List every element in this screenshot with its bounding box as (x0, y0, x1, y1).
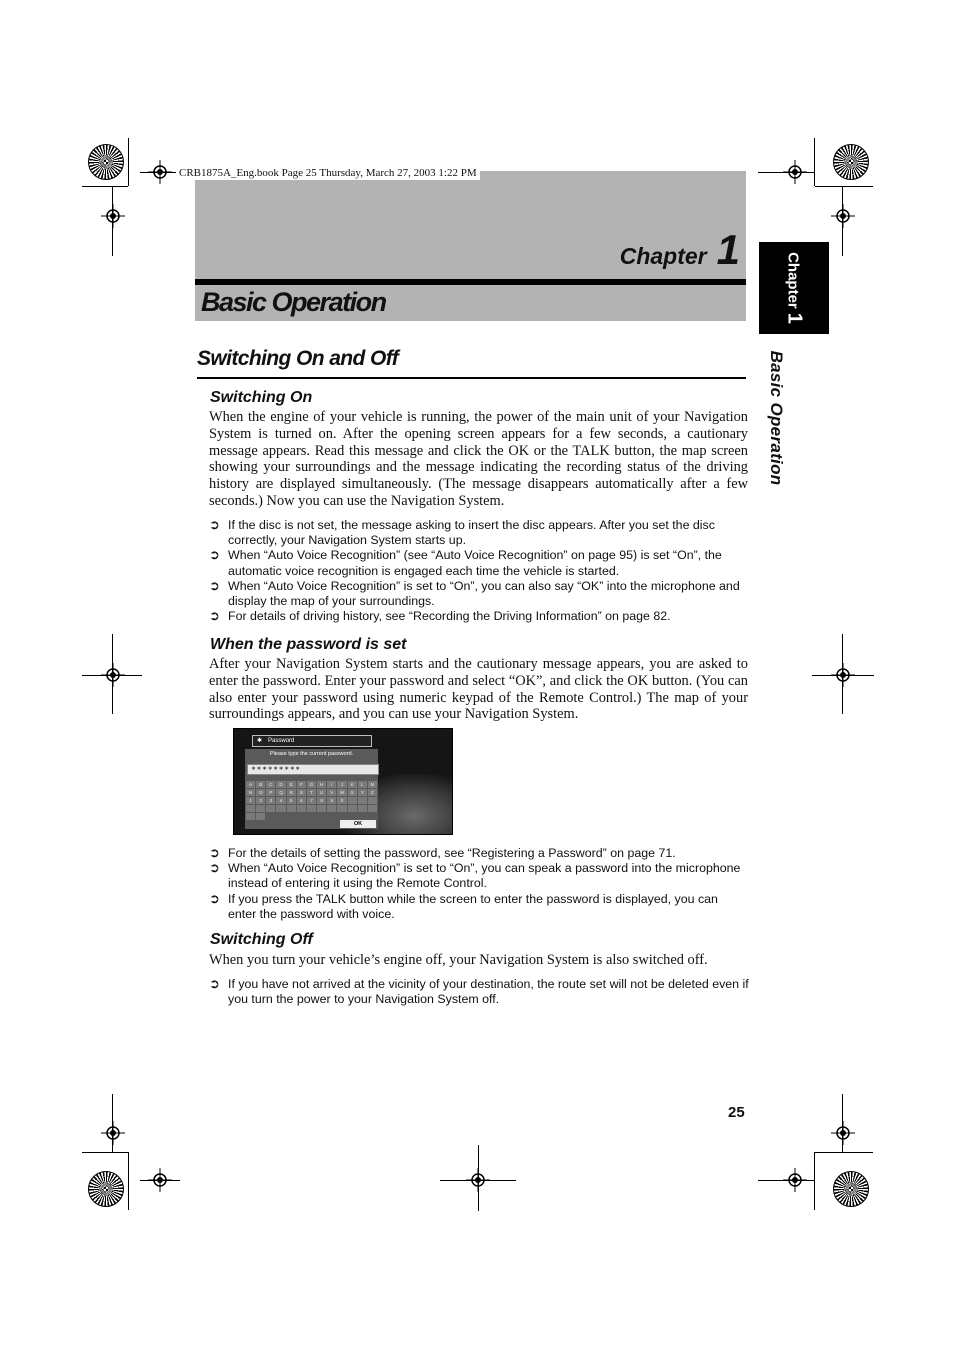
note-text: For the details of setting the password, see “Registering a Password” on page 71. (228, 846, 676, 860)
keypad-key[interactable]: B (256, 781, 265, 788)
arrow-icon: ➲ (209, 608, 220, 624)
keypad-key[interactable]: V (327, 789, 336, 796)
notes-switching-on (209, 518, 749, 624)
password-field[interactable]: ∗∗∗∗∗∗∗∗∗ (247, 764, 379, 775)
keypad-key[interactable]: Y (358, 789, 367, 796)
keypad-key[interactable]: 4 (276, 797, 285, 804)
keypad-key[interactable]: 1 (246, 797, 255, 804)
keypad-key[interactable] (327, 805, 336, 812)
keypad-key[interactable]: 2 (256, 797, 265, 804)
password-icon: ✱ (257, 738, 263, 744)
keypad-key[interactable]: R (287, 789, 296, 796)
keypad-key[interactable] (348, 805, 357, 812)
crop-line (112, 1094, 113, 1152)
keypad-key[interactable] (246, 813, 255, 820)
print-header: CRB1875A_Eng.book Page 25 Thursday, March 27, 2003 1:22 PM (176, 166, 480, 180)
keypad-key[interactable]: E (287, 781, 296, 788)
screen-title-bar (252, 735, 372, 747)
keypad-key[interactable]: X (348, 789, 357, 796)
crop-line (814, 1152, 815, 1210)
keypad-key[interactable]: 9 (327, 797, 336, 804)
keypad-key[interactable]: U (317, 789, 326, 796)
arrow-icon: ➲ (209, 547, 220, 563)
keypad-key[interactable] (368, 805, 377, 812)
chapter-number: 1 (716, 226, 740, 273)
note-item (209, 579, 749, 609)
notes-password (209, 846, 749, 922)
password-screen-image (233, 728, 453, 835)
note-text: When “Auto Voice Recognition” is set to “On”, you can also say “OK” into the microphone and display the map of your surroundings. (228, 578, 740, 609)
note-item (209, 861, 749, 891)
keypad-key[interactable] (348, 797, 357, 804)
color-target-icon (833, 144, 869, 180)
crop-line (128, 1152, 129, 1210)
keypad-key[interactable] (266, 805, 275, 812)
crop-line (82, 186, 128, 187)
arrow-icon: ➲ (209, 890, 220, 906)
keypad-key[interactable]: M (368, 781, 377, 788)
side-tab-word: Chapter (784, 252, 802, 309)
crop-line (82, 675, 142, 676)
color-target-icon (833, 1171, 869, 1207)
note-item (209, 609, 749, 624)
note-text: When “Auto Voice Recognition” is set to “On”, you can speak a password into the microphone instead of entering it using the Remote Control. (228, 861, 741, 891)
keypad-key[interactable]: 8 (317, 797, 326, 804)
page-number: 25 (728, 1104, 745, 1121)
keypad-key[interactable]: 0 (337, 797, 346, 804)
keypad-key[interactable]: H (317, 781, 326, 788)
crop-line (478, 1145, 479, 1211)
color-target-icon (88, 144, 124, 180)
keypad-key[interactable]: D (276, 781, 285, 788)
keypad-key[interactable]: W (337, 789, 346, 796)
crop-line (815, 1152, 873, 1153)
keypad-key[interactable]: Q (276, 789, 285, 796)
note-text: If the disc is not set, the message asking to insert the disc appears. After you set the disc correctly, your Navigation System starts up. (228, 518, 715, 548)
page-title: Basic Operation (201, 287, 386, 317)
registration-mark-icon (101, 1121, 125, 1145)
keypad-key[interactable] (276, 805, 285, 812)
note-text: If you press the TALK button while the screen to enter the password is displayed, you can enter the password with voice. (228, 891, 718, 921)
registration-mark-icon (831, 1121, 855, 1145)
keypad-key[interactable]: P (266, 789, 275, 796)
arrow-icon: ➲ (209, 577, 220, 593)
crop-line (140, 1180, 180, 1181)
note-item (209, 892, 749, 922)
section-rule (197, 377, 746, 379)
color-target-icon (88, 1171, 124, 1207)
note-text: When “Auto Voice Recognition” (see “Auto Voice Recognition” on page 95) is set “On”, the automatic voice recognition is engaged each time the vehicle is started. (228, 548, 722, 578)
section-title: Switching On and Off (197, 347, 399, 370)
note-text: If you have not arrived at the vicinity of your destination, the route set will not be deleted even if you turn the power to your Navigation System off. (228, 977, 749, 1007)
keypad-key[interactable]: N (246, 789, 255, 796)
note-item (209, 977, 749, 1007)
keypad-key[interactable]: T (307, 789, 316, 796)
crop-line (815, 186, 873, 187)
crop-line (128, 138, 129, 186)
crop-line (112, 634, 113, 714)
arrow-icon: ➲ (209, 517, 220, 532)
crop-line (758, 172, 814, 173)
crop-line (842, 1094, 843, 1152)
keypad-key[interactable]: C (266, 781, 275, 788)
note-text: For details of driving history, see “Recording the Driving Information” on page 82. (228, 609, 671, 624)
note-item (209, 846, 749, 861)
notes-switching-off (209, 977, 749, 1007)
keypad-key[interactable] (307, 805, 316, 812)
registration-mark-icon (101, 204, 125, 228)
keypad-key[interactable] (287, 805, 296, 812)
keypad-key[interactable] (246, 805, 255, 812)
crop-line (112, 186, 113, 256)
keypad-key[interactable] (358, 797, 367, 804)
chapter-heading (620, 226, 740, 274)
keypad (246, 781, 377, 820)
paragraph-switching-on: When the engine of your vehicle is running, the power of the main unit of your Navigation System is turned on. After the opening screen appears for a few seconds, a cautionary message appears. Read this message and click the OK or the TALK button, the map screen showing your surroundings and the message indicating the recording status of the driving history are displayed simultaneously. (The message disappears automatically after a few seconds.) Now you can use the Navigation System. (209, 409, 748, 509)
keypad-key[interactable] (337, 805, 346, 812)
side-tab-number: 1 (783, 312, 806, 324)
side-section-label: Basic Operation (767, 350, 786, 486)
side-tab-label (783, 252, 806, 324)
keypad-key[interactable]: I (327, 781, 336, 788)
screen-title: Password (268, 738, 295, 744)
crop-line (82, 1152, 128, 1153)
arrow-icon: ➲ (209, 976, 220, 991)
subheading-password: When the password is set (210, 636, 407, 653)
note-item (209, 548, 749, 578)
paragraph-password: After your Navigation System starts and the cautionary message appears, you are asked to enter the password. Enter your password and select “OK”, and click the OK button. (You can also enter your password using numeric keypad of the Remote Control.) The map of your surroundings appears, and you can use your Navigation System. (209, 656, 748, 723)
keypad-key[interactable] (297, 805, 306, 812)
crop-line (812, 675, 874, 676)
paragraph-switching-off: When you turn your vehicle’s engine off, your Navigation System is also switched off. (209, 952, 708, 968)
screen-prompt: Please type the current password. (269, 751, 354, 757)
crop-line (814, 138, 815, 186)
keypad-key[interactable]: K (348, 781, 357, 788)
arrow-icon: ➲ (209, 860, 220, 876)
crop-line (842, 634, 843, 714)
keypad-key[interactable]: S (297, 789, 306, 796)
ok-button[interactable]: OK (340, 820, 376, 828)
crop-line (842, 186, 843, 256)
subheading-switching-off: Switching Off (210, 931, 313, 948)
crop-line (140, 172, 180, 173)
chapter-word: Chapter (619, 243, 707, 269)
keypad-key[interactable]: A (246, 781, 255, 788)
keypad-key[interactable]: 6 (297, 797, 306, 804)
keypad-key[interactable] (256, 805, 265, 812)
note-item (209, 518, 749, 548)
subheading-switching-on: Switching On (210, 389, 313, 406)
keypad-key[interactable] (317, 805, 326, 812)
registration-mark-icon (831, 204, 855, 228)
keypad-key[interactable]: 7 (307, 797, 316, 804)
keypad-key[interactable] (256, 813, 265, 820)
keypad-key[interactable]: F (297, 781, 306, 788)
keypad-key[interactable]: L (358, 781, 367, 788)
keypad-key[interactable]: 5 (287, 797, 296, 804)
arrow-icon: ➲ (209, 845, 220, 860)
keypad-key[interactable]: J (337, 781, 346, 788)
keypad-key[interactable] (368, 797, 377, 804)
keypad-key[interactable]: O (256, 789, 265, 796)
keypad-key[interactable]: G (307, 781, 316, 788)
keypad-key[interactable] (358, 805, 367, 812)
keypad-key[interactable]: 3 (266, 797, 275, 804)
keypad-key[interactable]: Z (368, 789, 377, 796)
crop-line (758, 1180, 814, 1181)
